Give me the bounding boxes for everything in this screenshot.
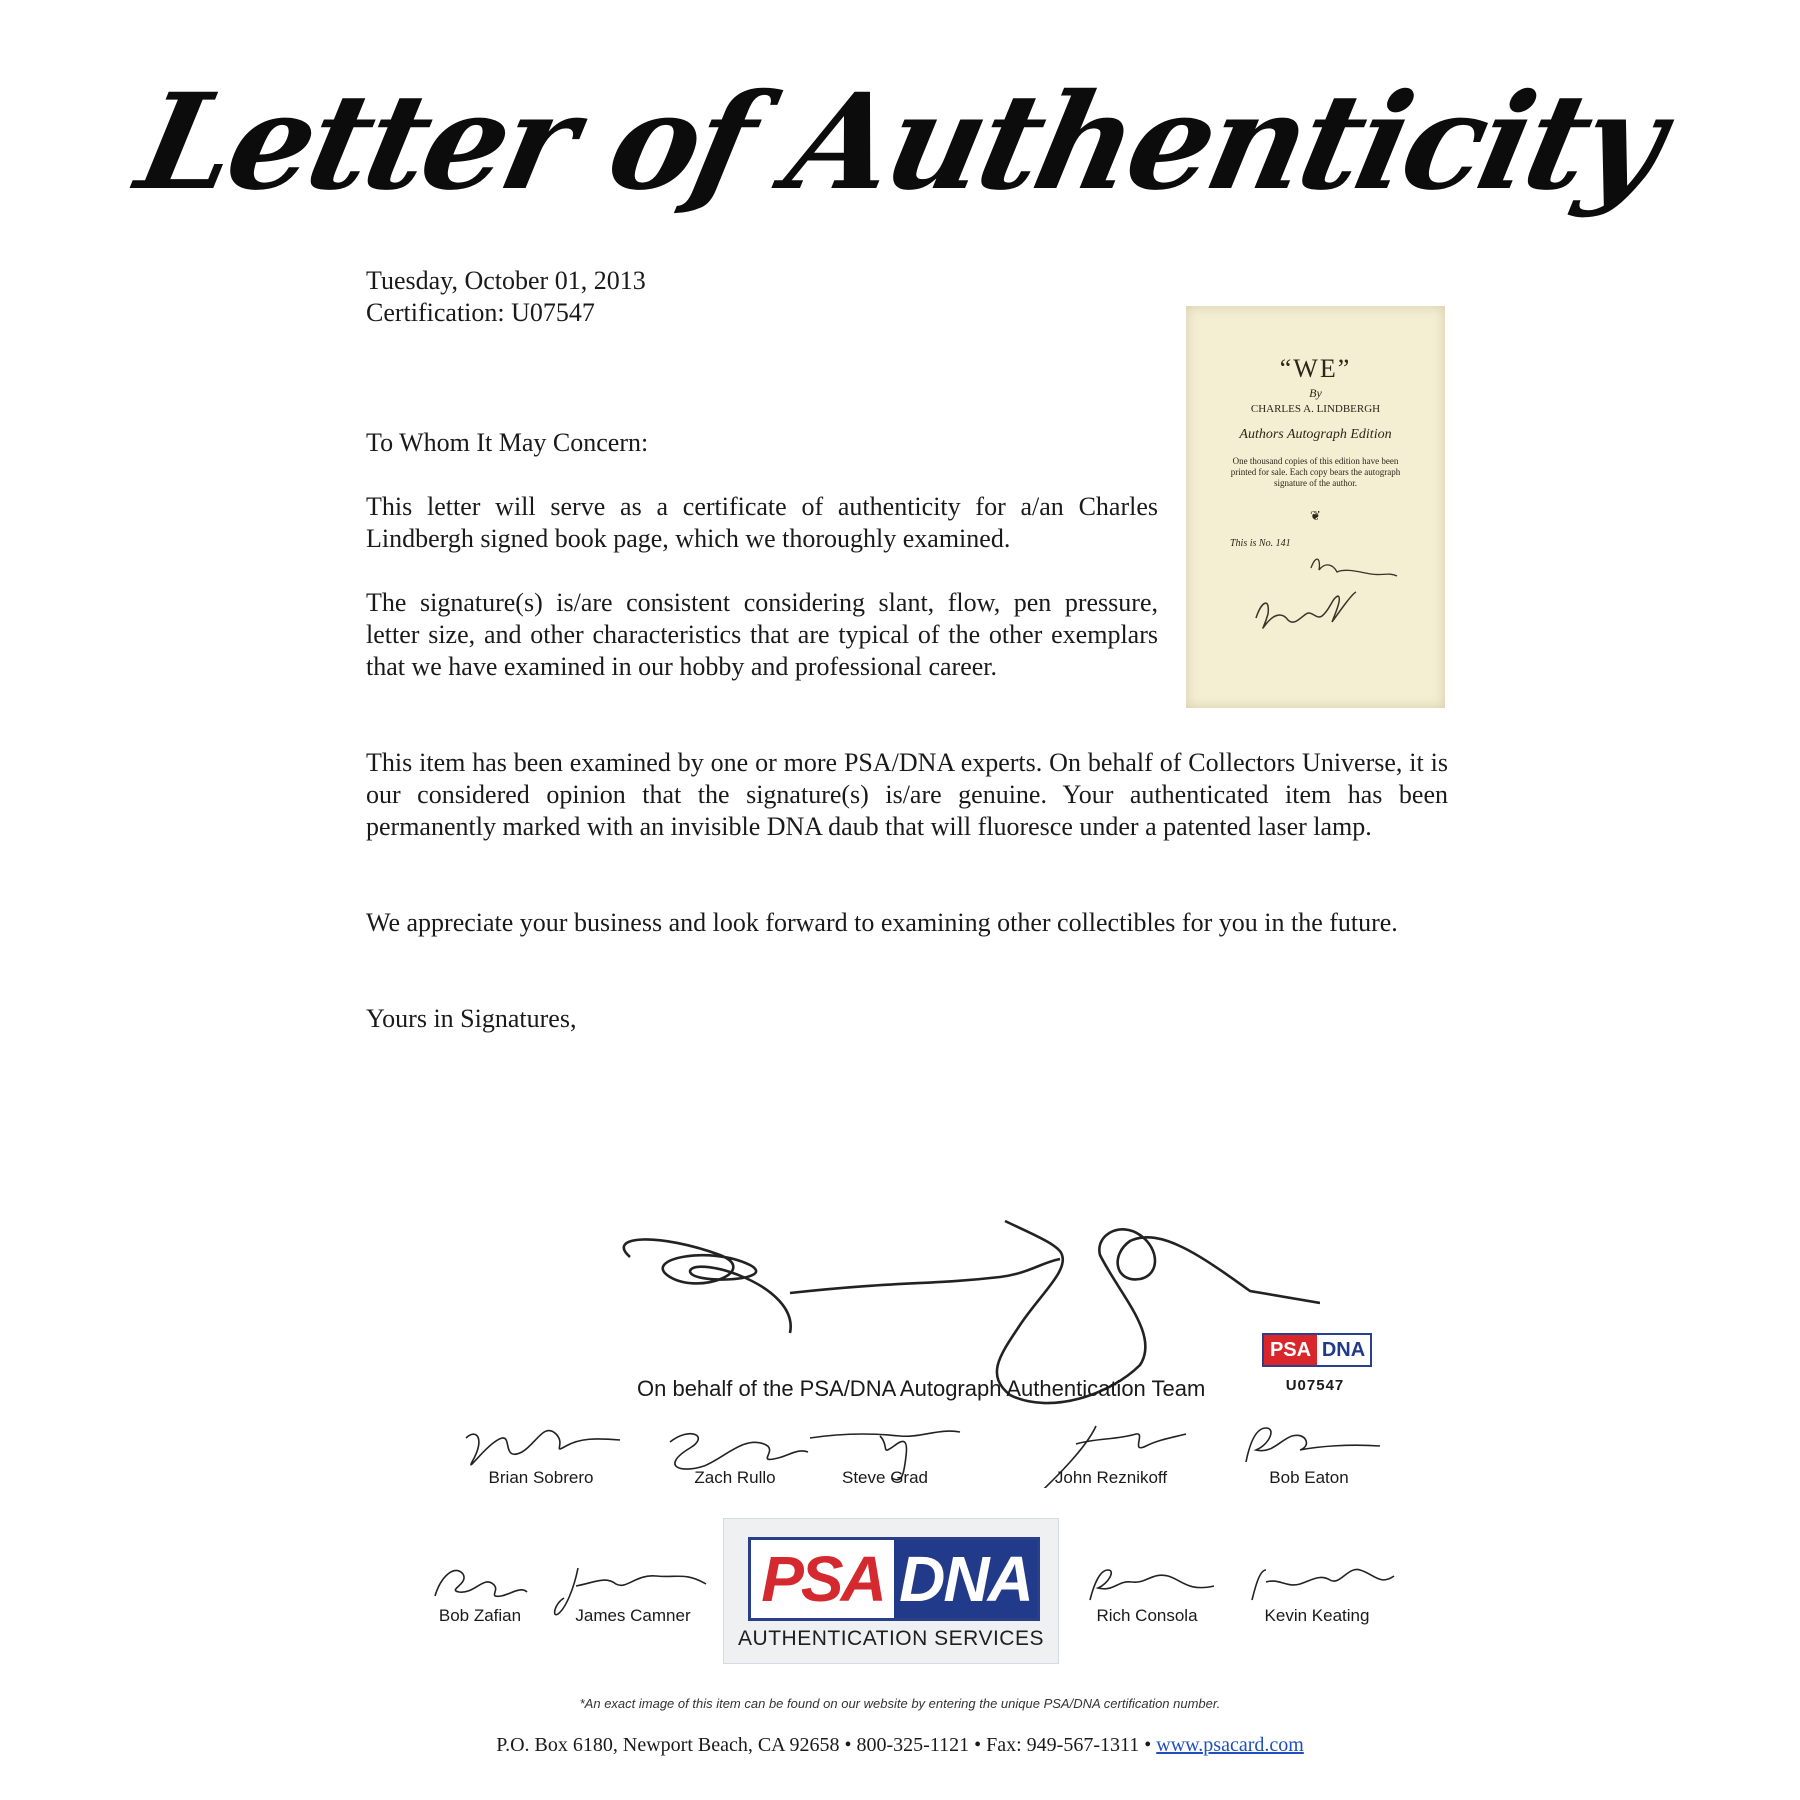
signer-name: Rich Consola (1096, 1606, 1198, 1625)
closing: Yours in Signatures, (366, 1004, 577, 1033)
signer-name: Zach Rullo (694, 1468, 776, 1487)
signer-rich-consola (1062, 1556, 1232, 1626)
book-signatures (1186, 306, 1445, 708)
letter-title: Letter of Authenticity (125, 65, 1675, 220)
signer-brian-sobrero (456, 1418, 626, 1488)
leaf-ornament-icon: ❦ (1310, 508, 1321, 523)
authentication-services-label: AUTHENTICATION SERVICES (738, 1627, 1044, 1650)
footer-contact (0, 1734, 1800, 1757)
salutation: To Whom It May Concern: (366, 428, 649, 457)
psa-dna-main-logo (723, 1518, 1059, 1664)
paragraph-thanks: We appreciate your business and look forward to examining other collectibles for you in the future. (366, 908, 1398, 937)
small-cert-number: U07547 (1285, 1377, 1345, 1394)
signer-zach-rullo (650, 1418, 820, 1488)
signer-bob-eaton (1224, 1418, 1394, 1488)
signer-name: John Reznikoff (1054, 1468, 1168, 1487)
book-limitation: One thousand copies of this edition have been printed for sale. Each copy bears the autograph signature of the author. (1230, 456, 1401, 488)
psa-dna-mark (748, 1537, 1040, 1621)
book-by: By (1309, 386, 1322, 400)
signer-james-camner (548, 1556, 718, 1626)
certification-number: Certification: U07547 (366, 298, 595, 327)
signer-bob-zafian (395, 1556, 565, 1626)
main-logo-dna: DNA (894, 1540, 1037, 1618)
signer-name: Steve Grad (842, 1468, 928, 1487)
paragraph-intro: This letter will serve as a certificate of authenticity for a/an Charles Lindbergh signed book page, which we thoroughly examined. (366, 492, 1158, 553)
signer-name: Brian Sobrero (488, 1468, 594, 1487)
book-author: CHARLES A. LINDBERGH (1250, 403, 1381, 415)
footer-address: P.O. Box 6180, Newport Beach, CA 92658 • 800-325-1121 • Fax: 949-567-1311 • (496, 1734, 1152, 1756)
book-copy-number: This is No. 141 (1230, 538, 1291, 549)
website-link[interactable]: www.psacard.com (1156, 1734, 1304, 1756)
letter-date: Tuesday, October 01, 2013 (366, 266, 646, 295)
main-logo-psa: PSA (751, 1540, 894, 1618)
book-edition: Authors Autograph Edition (1239, 427, 1392, 442)
letter-header (366, 265, 646, 329)
paragraph-consistency: The signature(s) is/are consistent considering slant, flow, pen pressure, letter size, and other characteristics that are typical of the other exemplars that we have examined in our hobby and professional career. (366, 588, 1158, 681)
footer-disclaimer: *An exact image of this item can be found on our website by entering the unique PSA/DNA certification number. (579, 1696, 1221, 1711)
signer-name: James Camner (575, 1606, 691, 1625)
book-page-image (1186, 306, 1445, 708)
signer-name: Kevin Keating (1264, 1606, 1370, 1625)
book-title: “WE” (1279, 354, 1352, 383)
small-logo-psa: PSA (1264, 1335, 1317, 1365)
team-statement-text: On behalf of the PSA/DNA Autograph Authentication Team (637, 1376, 1206, 1401)
signer-steve-grad (800, 1418, 970, 1488)
signer-kevin-keating (1232, 1556, 1402, 1626)
signer-name: Bob Eaton (1269, 1468, 1349, 1487)
paragraph-opinion: This item has been examined by one or more PSA/DNA experts. On behalf of Collectors Universe, it is our considered opinion that the signature(s) is/are genuine. Your authenticated item has been permanently marked with an invisible DNA daub that will fluoresce under a patented laser lamp. (366, 748, 1448, 841)
small-logo-dna: DNA (1317, 1335, 1370, 1365)
psa-dna-small-logo (1262, 1333, 1372, 1367)
signer-name: Bob Zafian (438, 1606, 522, 1625)
signer-john-reznikoff (1026, 1418, 1196, 1488)
